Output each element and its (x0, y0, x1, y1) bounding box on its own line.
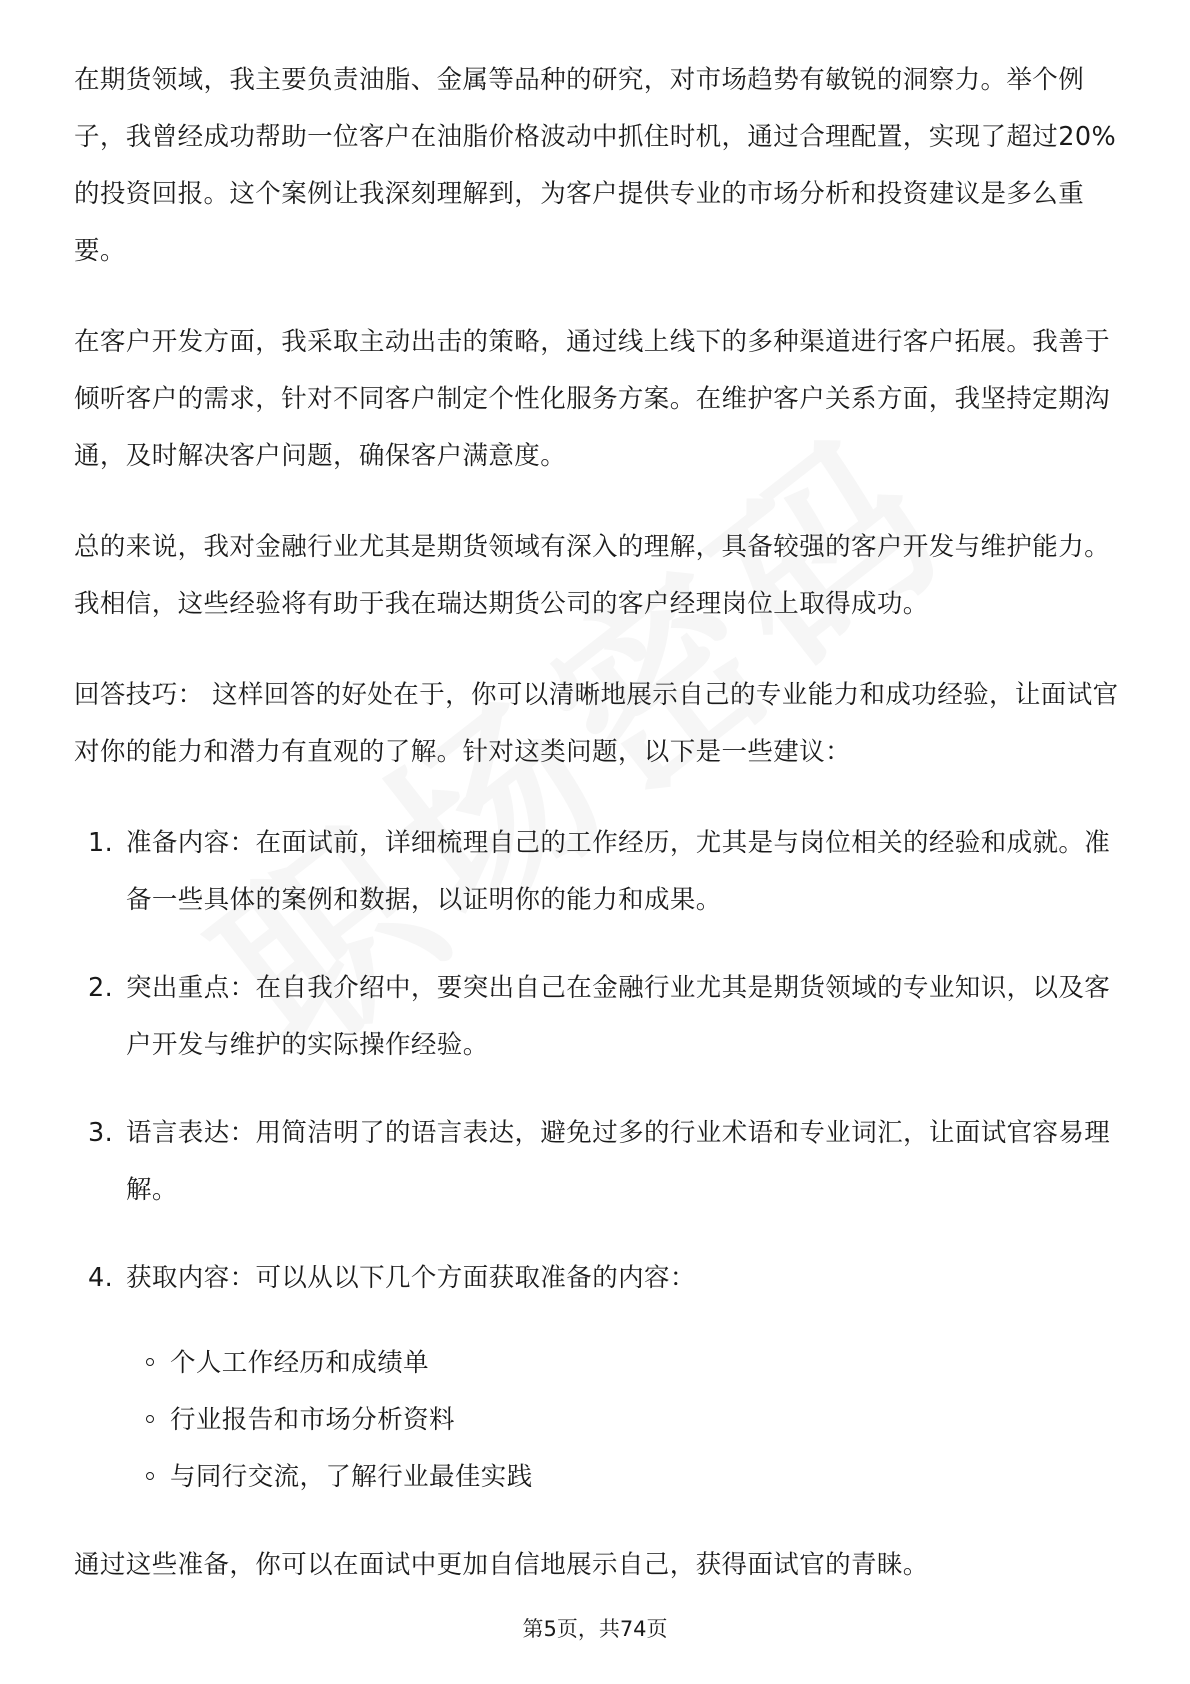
list-item-text: 准备内容：在面试前，详细梳理自己的工作经历，尤其是与岗位相关的经验和成就。准备一些具体的案例和数据，以证明你的能力和成果。 (126, 828, 1111, 915)
list-item-number: 2. (88, 973, 114, 1003)
sources-sublist (126, 1335, 1120, 1506)
paragraph-summary: 总的来说，我对金融行业尤其是期货领域有深入的理解，具备较强的客户开发与维护能力。我相信，这些经验将有助于我在瑞达期货公司的客户经理岗位上取得成功。 (74, 532, 1111, 619)
list-item (74, 1105, 1120, 1219)
bullet-circle-icon (146, 1472, 154, 1480)
sublist-item-text: 个人工作经历和成绩单 (170, 1348, 430, 1378)
list-item-text: 突出重点：在自我介绍中，要突出自己在金融行业尤其是期货领域的专业知识，以及客户开发与维护的实际操作经验。 (126, 973, 1111, 1060)
page-content (74, 52, 1120, 1594)
paragraph-client-development: 在客户开发方面，我采取主动出击的策略，通过线上线下的多种渠道进行客户拓展。我善于倾听客户的需求，针对不同客户制定个性化服务方案。在维护客户关系方面，我坚持定期沟通，及时解决客户问题，确保客户满意度。 (74, 327, 1111, 471)
list-item-number: 3. (88, 1118, 114, 1148)
list-item-text: 获取内容：可以从以下几个方面获取准备的内容： (126, 1263, 696, 1293)
paragraph-closing: 通过这些准备，你可以在面试中更加自信地展示自己，获得面试官的青睐。 (74, 1550, 929, 1580)
sublist-item (126, 1392, 1120, 1449)
list-item (74, 960, 1120, 1074)
list-item-number: 1. (88, 828, 114, 858)
paragraph-answer-tips: 回答技巧： 这样回答的好处在于，你可以清晰地展示自己的专业能力和成功经验，让面试官对你的能力和潜力有直观的了解。针对这类问题，以下是一些建议： (74, 680, 1119, 767)
list-item-text: 语言表达：用简洁明了的语言表达，避免过多的行业术语和专业词汇，让面试官容易理解。 (126, 1118, 1111, 1205)
sublist-item-text: 与同行交流，了解行业最佳实践 (170, 1462, 533, 1492)
page-number: 第5页，共74页 (522, 1617, 668, 1641)
tips-list (74, 815, 1120, 1506)
list-item (74, 815, 1120, 929)
bullet-circle-icon (146, 1415, 154, 1423)
sublist-item-text: 行业报告和市场分析资料 (170, 1405, 455, 1435)
list-item (74, 1250, 1120, 1506)
bullet-circle-icon (146, 1358, 154, 1366)
list-item-number: 4. (88, 1263, 114, 1293)
sublist-item (126, 1335, 1120, 1392)
sublist-item (126, 1449, 1120, 1506)
paragraph-futures-experience: 在期货领域，我主要负责油脂、金属等品种的研究，对市场趋势有敏锐的洞察力。举个例子，我曾经成功帮助一位客户在油脂价格波动中抓住时机，通过合理配置，实现了超过20%的投资回报。这个案例让我深刻理解到，为客户提供专业的市场分析和投资建议是多么重要。 (74, 65, 1117, 266)
